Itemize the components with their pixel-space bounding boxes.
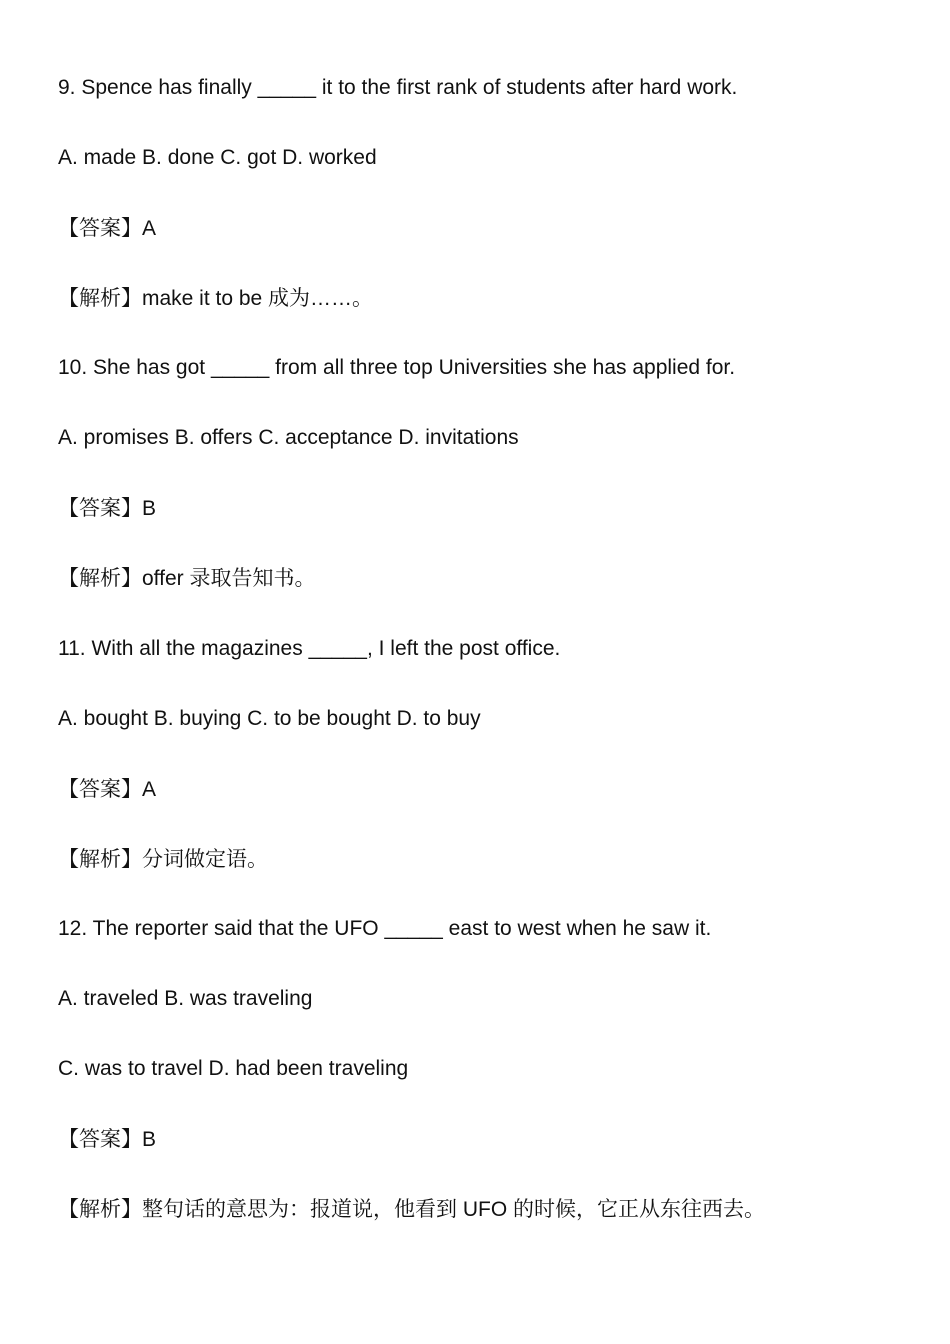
question-9-answer — [58, 213, 910, 244]
question-12-analysis — [58, 1194, 910, 1225]
question-10-text: 10. She has got _____ from all three top Universities she has applied for. — [58, 356, 736, 379]
question-9-analysis — [58, 283, 910, 314]
question-11-options: A. bought B. buying C. to be bought D. to buy — [58, 707, 481, 730]
question-12-options-line-2: C. was to travel D. had been traveling — [58, 1057, 409, 1080]
answer-tag: 【答案】 — [58, 777, 142, 801]
analysis-tag: 【解析】 — [58, 1197, 142, 1221]
analysis-tag: 【解析】 — [58, 286, 142, 310]
answer-tag: 【答案】 — [58, 496, 142, 520]
question-9-options: A. made B. done C. got D. worked — [58, 146, 377, 169]
analysis-text: make it to be 成为……。 — [142, 287, 374, 310]
question-9-text: 9. Spence has finally _____ it to the first rank of students after hard work. — [58, 76, 738, 99]
analysis-text: offer 录取告知书。 — [142, 567, 316, 590]
question-10-answer — [58, 493, 910, 524]
question-11-text: 11. With all the magazines _____, I left the post office. — [58, 637, 561, 660]
answer-tag: 【答案】 — [58, 1127, 142, 1151]
question-10-analysis — [58, 563, 910, 594]
question-12-text: 12. The reporter said that the UFO _____ east to west when he saw it. — [58, 917, 712, 940]
question-10-options: A. promises B. offers C. acceptance D. invitations — [58, 426, 519, 449]
answer-value: B — [142, 497, 157, 520]
answer-tag: 【答案】 — [58, 216, 142, 240]
analysis-text: 整句话的意思为：报道说，他看到 UFO 的时候，它正从东往西去。 — [142, 1198, 765, 1221]
analysis-tag: 【解析】 — [58, 847, 142, 871]
question-12-options-line-1: A. traveled B. was traveling — [58, 987, 313, 1010]
question-11-analysis — [58, 844, 910, 875]
analysis-text: 分词做定语。 — [142, 848, 268, 871]
question-11-answer — [58, 774, 910, 805]
question-12-answer — [58, 1124, 910, 1155]
answer-value: A — [142, 217, 157, 240]
answer-value: B — [142, 1128, 157, 1151]
analysis-tag: 【解析】 — [58, 566, 142, 590]
answer-value: A — [142, 778, 157, 801]
